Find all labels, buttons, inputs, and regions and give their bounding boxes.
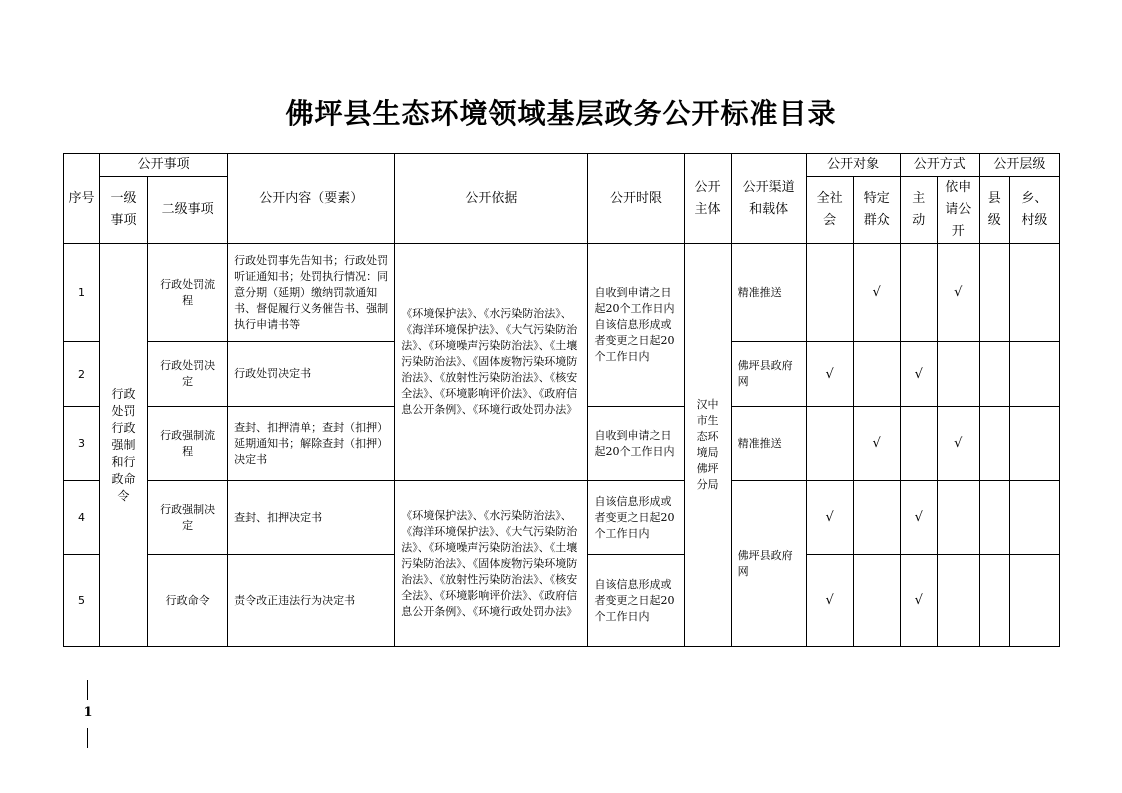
check-audience-all: √	[806, 481, 853, 555]
header-basis: 公开依据	[395, 154, 588, 244]
header-level-county: 县级	[979, 177, 1009, 244]
row-level2: 行政强制决定	[148, 481, 228, 555]
check-method-active	[900, 407, 937, 481]
row-level2: 行政命令	[148, 555, 228, 647]
check-audience-specific	[853, 342, 900, 407]
row-content: 责令改正违法行为决定书	[228, 555, 395, 647]
table-row	[64, 244, 1060, 342]
check-level-township	[1009, 481, 1059, 555]
check-level-township	[1009, 342, 1059, 407]
row-basis: 《环境保护法》、《水污染防治法》、《海洋环境保护法》、《大气污染防治法》、《环境噪声污染防治法》、《土壤污染防治法》、《固体废物污染环境防治法》、《放射性污染防治法》、《核安全法》、《环境影响评价法》、《政府信息公开条例》、《环境行政处罚办法》	[395, 244, 588, 481]
check-method-request: √	[937, 407, 979, 481]
check-audience-specific	[853, 481, 900, 555]
header-channel: 公开渠道和载体	[731, 154, 806, 244]
check-audience-all	[806, 407, 853, 481]
row-content: 查封、扣押清单；查封（扣押）延期通知书；解除查封（扣押）决定书	[228, 407, 395, 481]
row-content: 行政处罚决定书	[228, 342, 395, 407]
header-public-items: 公开事项	[100, 154, 228, 177]
row-channel: 精准推送	[731, 407, 806, 481]
check-level-county	[979, 244, 1009, 342]
row-time-limit: 自该信息形成或者变更之日起20个工作日内	[588, 481, 684, 555]
publisher: 汉中市生态环境局佛坪分局	[684, 244, 731, 647]
row-time-limit: 自收到申请之日起20个工作日内	[588, 407, 684, 481]
check-level-township	[1009, 555, 1059, 647]
check-method-request	[937, 481, 979, 555]
catalog-table	[63, 153, 1060, 647]
check-level-township	[1009, 244, 1059, 342]
header-audience-all: 全社会	[806, 177, 853, 244]
check-level-county	[979, 481, 1009, 555]
row-content: 行政处罚事先告知书；行政处罚听证通知书；处罚执行情况：同意分期（延期）缴纳罚款通知书、督促履行义务催告书、强制执行申请书等	[228, 244, 395, 342]
check-method-active: √	[900, 481, 937, 555]
header-level1: 一级事项	[100, 177, 148, 244]
row-channel: 佛坪县政府网	[731, 481, 806, 647]
header-level-township: 乡、村级	[1009, 177, 1059, 244]
header-audience: 公开对象	[806, 154, 900, 177]
row-seq: 5	[64, 555, 100, 647]
check-method-request	[937, 555, 979, 647]
header-level2: 二级事项	[148, 177, 228, 244]
row-seq: 4	[64, 481, 100, 555]
row-channel: 精准推送	[731, 244, 806, 342]
row-seq: 1	[64, 244, 100, 342]
header-time-limit: 公开时限	[588, 154, 684, 244]
header-seq: 序号	[64, 154, 100, 244]
row-basis: 《环境保护法》、《水污染防治法》、《海洋环境保护法》、《大气污染防治法》、《环境噪声污染防治法》、《土壤污染防治法》、《固体废物污染环境防治法》、《放射性污染防治法》、《核安全法》、《环境影响评价法》、《政府信息公开条例》、《环境行政处罚办法》	[395, 481, 588, 647]
header-row-1	[64, 154, 1060, 177]
header-method-request: 依申请公开	[937, 177, 979, 244]
check-method-request: √	[937, 244, 979, 342]
header-method: 公开方式	[900, 154, 979, 177]
row-level2: 行政强制流程	[148, 407, 228, 481]
table-row	[64, 481, 1060, 555]
check-audience-specific: √	[853, 407, 900, 481]
page-number	[78, 680, 98, 750]
page-number-value: 1	[83, 705, 93, 720]
check-audience-all	[806, 244, 853, 342]
row-seq: 3	[64, 407, 100, 481]
check-level-county	[979, 555, 1009, 647]
check-method-active: √	[900, 555, 937, 647]
header-subject: 公开主体	[684, 154, 731, 244]
row-channel: 佛坪县政府网	[731, 342, 806, 407]
page-number-divider-top	[87, 680, 88, 700]
header-content: 公开内容（要素）	[228, 154, 395, 244]
level1-item: 行政处罚行政强制和行政命令	[100, 244, 148, 647]
check-level-county	[979, 407, 1009, 481]
header-audience-specific: 特定群众	[853, 177, 900, 244]
row-time-limit: 自收到申请之日起20个工作日内自该信息形成或者变更之日起20个工作日内	[588, 244, 684, 407]
check-audience-specific: √	[853, 244, 900, 342]
page-number-divider-bottom	[87, 728, 88, 748]
check-method-active: √	[900, 342, 937, 407]
header-level: 公开层级	[979, 154, 1059, 177]
check-method-active	[900, 244, 937, 342]
check-level-township	[1009, 407, 1059, 481]
check-audience-specific	[853, 555, 900, 647]
row-level2: 行政处罚决定	[148, 342, 228, 407]
check-audience-all: √	[806, 342, 853, 407]
check-level-county	[979, 342, 1009, 407]
header-method-active: 主动	[900, 177, 937, 244]
check-audience-all: √	[806, 555, 853, 647]
check-method-request	[937, 342, 979, 407]
row-time-limit: 自该信息形成或者变更之日起20个工作日内	[588, 555, 684, 647]
row-seq: 2	[64, 342, 100, 407]
row-level2: 行政处罚流程	[148, 244, 228, 342]
row-content: 查封、扣押决定书	[228, 481, 395, 555]
page-title: 佛坪县生态环境领域基层政务公开标准目录	[285, 97, 837, 130]
